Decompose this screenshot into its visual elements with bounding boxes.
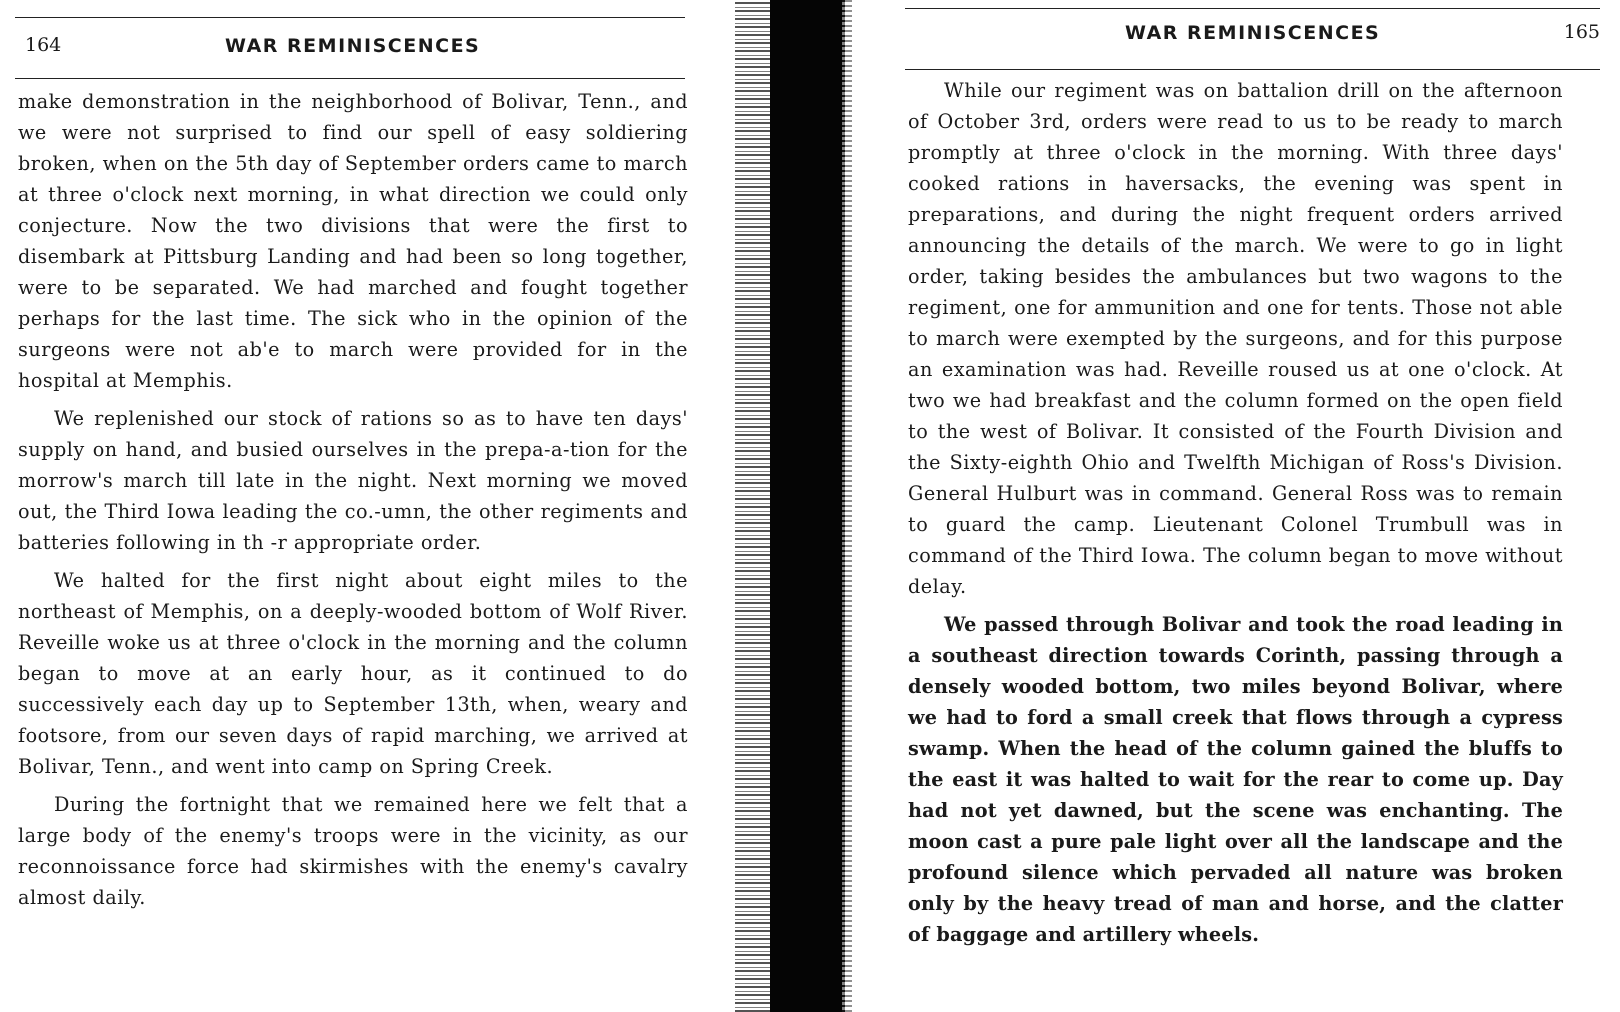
paragraph: We halted for the first night about eight miles to the northeast of Memphis, on a deeply-wooded bottom of Wolf River. Reveille woke us at three o'clock in the morning and the column began to move at an early hour, as it continued to do successively each day up to September 13th, when, weary and footsore, from our seven days of rapid marching, we arrived at Bolivar, Tenn., and went into camp on Spring Creek. <box>18 569 688 778</box>
paragraph: We passed through Bolivar and took the road leading in a southeast direction towards Corinth, passing through a densely wooded bottom, two miles beyond Bolivar, where we had to ford a small creek that flows through a cypress swamp. When the head of the column gained the bluffs to the east it was halted to wait for the rear to come up. Day had not yet dawned, but the scene was enchanting. The moon cast a pure pale light over all the landscape and the profound silence which pervaded all nature was broken only by the heavy tread of man and horse, and the clatter of baggage and artillery wheels. <box>908 613 1563 946</box>
right-page <box>905 0 1620 1012</box>
running-head: WAR REMINISCENCES <box>225 35 481 57</box>
page-number: 165 <box>1563 21 1600 43</box>
gutter-shadow-right <box>842 0 852 1012</box>
paragraph: While our regiment was on battalion drill on the afternoon of October 3rd, orders were read to us to be ready to march promptly at three o'clock in the morning. With three days' cooked rations in haversacks, the evening was spent in preparations, and during the night frequent orders arrived announcing the details of the march. We were to go in light order, taking besides the ambulances but two wagons to the regiment, one for ammunition and one for tents. Those not able to march were exempted by the surgeons, and for this purpose an examination was had. Reveille roused us at one o'clock. At two we had breakfast and the column formed on the open field to the west of Bolivar. It consisted of the Fourth Division and the Sixty-eighth Ohio and Twelfth Michigan of Ross's Division. General Hulburt was in command. General Ross was to remain to guard the camp. Lieutenant Colonel Trumbull was in command of the Third Iowa. The column began to move without delay. <box>908 79 1563 598</box>
right-page-body <box>908 75 1563 957</box>
gutter-shadow-left <box>735 0 775 1012</box>
right-page-header <box>905 8 1600 70</box>
left-page <box>0 0 720 1012</box>
left-page-header <box>15 17 685 79</box>
left-page-body <box>18 86 688 920</box>
page-number: 164 <box>25 34 62 56</box>
paragraph: During the fortnight that we remained here we felt that a large body of the enemy's troops were in the vicinity, as our reconnoissance force had skirmishes with the enemy's cavalry almost daily. <box>18 793 688 909</box>
running-head: WAR REMINISCENCES <box>1125 22 1381 44</box>
paragraph: We replenished our stock of rations so as to have ten days' supply on hand, and busied ourselves in the prepa-a-tion for the morrow's march till late in the night. Next morning we moved out, the Third Iowa leading the co.-umn, the other regiments and batteries following in th -r appropriate order. <box>18 407 688 554</box>
paragraph: make demonstration in the neighborhood of Bolivar, Tenn., and we were not surprised to find our spell of easy soldiering broken, when on the 5th day of September orders came to march at three o'clock next morning, in what direction we could only conjecture. Now the two divisions that were the first to disembark at Pittsburg Landing and had been so long together, were to be separated. We had marched and fought together perhaps for the last time. The sick who in the opinion of the surgeons were not ab'e to march were provided for in the hospital at Memphis. <box>18 90 688 392</box>
gutter-binding-shadow <box>770 0 845 1012</box>
